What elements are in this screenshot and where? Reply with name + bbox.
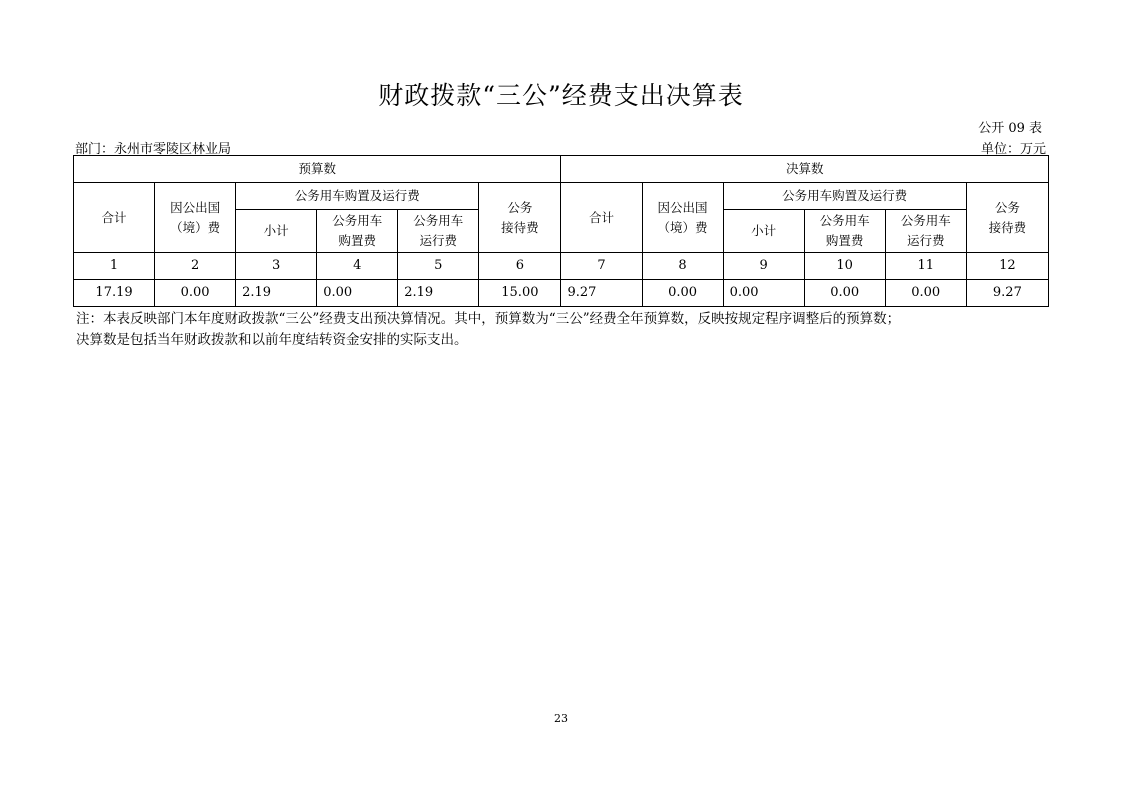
final-header: 决算数 <box>561 156 1049 183</box>
value-cell: 2.19 <box>398 280 479 307</box>
form-number: 公开 09 表 <box>978 121 1042 136</box>
column-number: 10 <box>804 253 885 280</box>
column-number: 3 <box>236 253 317 280</box>
budget-vehicle-header: 公务用车购置及运行费 <box>236 183 479 210</box>
final-subtotal-header: 小计 <box>723 210 804 253</box>
budget-total-header: 合计 <box>74 183 155 253</box>
column-number: 2 <box>155 253 236 280</box>
column-number: 6 <box>479 253 561 280</box>
final-total-header: 合计 <box>561 183 642 253</box>
table-header-row <box>74 183 1049 210</box>
budget-operation-header: 公务用车 运行费 <box>398 210 479 253</box>
value-cell: 0.00 <box>155 280 236 307</box>
final-vehicle-header: 公务用车购置及运行费 <box>723 183 966 210</box>
value-cell: 9.27 <box>966 280 1048 307</box>
page-title: 财政拨款“三公”经费支出决算表 <box>378 81 744 110</box>
budget-abroad-header: 因公出国 （境）费 <box>155 183 236 253</box>
budget-reception-header: 公务 接待费 <box>479 183 561 253</box>
value-cell: 0.00 <box>642 280 723 307</box>
table-row <box>74 280 1049 307</box>
column-number-row <box>74 253 1049 280</box>
budget-purchase-header: 公务用车 购置费 <box>317 210 398 253</box>
note-line: 注：本表反映部门本年度财政拨款“三公”经费支出预决算情况。其中，预算数为“三公”经费全年预算数，反映按规定程序调整后的预算数； <box>76 311 901 327</box>
column-number: 7 <box>561 253 642 280</box>
value-cell: 17.19 <box>74 280 155 307</box>
value-cell: 15.00 <box>479 280 561 307</box>
page-number: 23 <box>554 712 568 725</box>
unit-label: 单位：万元 <box>980 142 1046 157</box>
column-number: 8 <box>642 253 723 280</box>
final-operation-header: 公务用车 运行费 <box>885 210 966 253</box>
value-cell: 0.00 <box>804 280 885 307</box>
final-reception-header: 公务 接待费 <box>966 183 1048 253</box>
expense-table <box>73 155 1049 307</box>
value-cell: 2.19 <box>236 280 317 307</box>
column-number: 9 <box>723 253 804 280</box>
column-number: 11 <box>885 253 966 280</box>
department-label: 部门：永州市零陵区林业局 <box>75 142 232 157</box>
column-number: 1 <box>74 253 155 280</box>
column-number: 5 <box>398 253 479 280</box>
value-cell: 0.00 <box>723 280 804 307</box>
budget-header: 预算数 <box>74 156 561 183</box>
value-cell: 0.00 <box>317 280 398 307</box>
column-number: 4 <box>317 253 398 280</box>
budget-subtotal-header: 小计 <box>236 210 317 253</box>
value-cell: 9.27 <box>561 280 642 307</box>
value-cell: 0.00 <box>885 280 966 307</box>
final-abroad-header: 因公出国 （境）费 <box>642 183 723 253</box>
column-number: 12 <box>966 253 1048 280</box>
table-note <box>76 309 1086 351</box>
final-purchase-header: 公务用车 购置费 <box>804 210 885 253</box>
table-header-row <box>74 156 1049 183</box>
note-line: 决算数是包括当年财政拨款和以前年度结转资金安排的实际支出。 <box>76 332 468 348</box>
